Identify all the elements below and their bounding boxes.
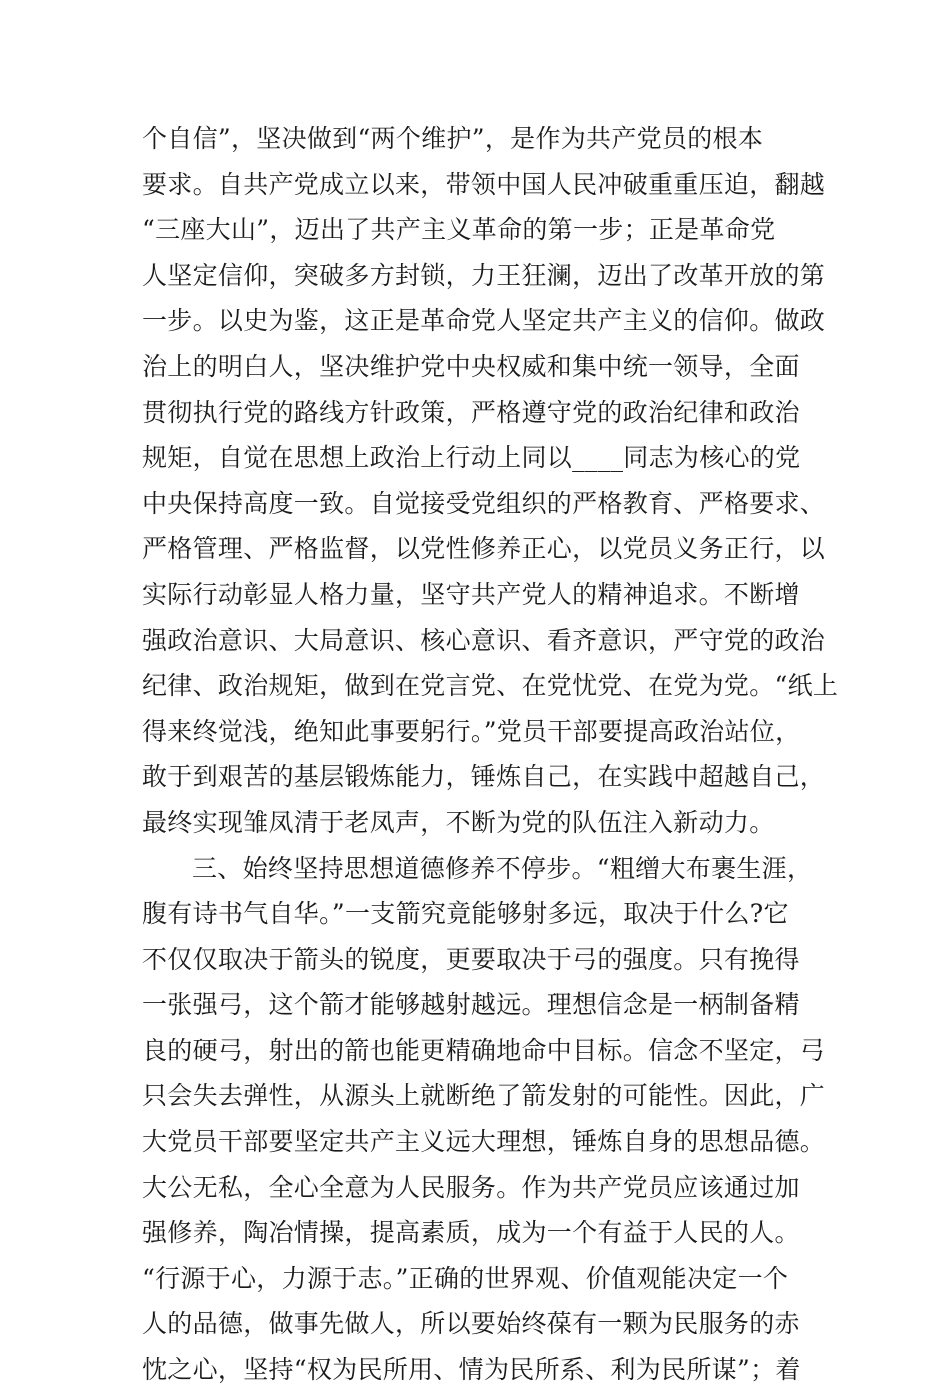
text-line: “三座大山”，迈出了共产主义革命的第一步；正是革命党 (142, 215, 776, 245)
text-line: 要求。自共产党成立以来，带领中国人民冲破重重压迫，翻越 (142, 169, 826, 199)
text-line: 只会失去弹性，从源头上就断绝了箭发射的可能性。因此，广 (142, 1081, 826, 1111)
text-line: 不仅仅取决于箭头的锐度，更要取决于弓的强度。只有挽得 (142, 944, 800, 974)
text-line: 敢于到艰苦的基层锻炼能力，锤炼自己，在实践中超越自己， (142, 762, 826, 792)
text-line: 规矩，自觉在思想上政治上行动上同以____同志为核心的党 (142, 443, 801, 473)
text-line: 实际行动彰显人格力量，坚守共产党人的精神追求。不断增 (142, 579, 800, 609)
text-line: 大党员干部要坚定共产主义远大理想，锤炼自身的思想品德。 (142, 1127, 826, 1157)
text-line: 人坚定信仰，突破多方封锁，力王狂澜，迈出了改革开放的第 (142, 260, 826, 290)
text-line: “行源于心，力源于志。”正确的世界观、价值观能决定一个 (142, 1263, 789, 1293)
text-line: 大公无私，全心全意为人民服务。作为共产党员应该通过加 (142, 1172, 800, 1202)
text-line: 忱之心，坚持“权为民所用、情为民所系、利为民所谋”；着 (142, 1355, 801, 1385)
text-line: 一步。以史为鉴，这正是革命党人坚定共产主义的信仰。做政 (142, 306, 826, 336)
text-line: 最终实现雏凤清于老凤声，不断为党的队伍注入新动力。 (142, 807, 775, 837)
text-line: 强修养，陶冶情操，提高素质，成为一个有益于人民的人。 (142, 1218, 800, 1248)
text-line: 中央保持高度一致。自觉接受党组织的严格教育、严格要求、 (142, 488, 826, 518)
text-line: 腹有诗书气自华。”一支箭究竟能够射多远，取决于什么?它 (142, 899, 789, 929)
text-line: 严格管理、严格监督，以党性修养正心，以党员义务正行，以 (142, 534, 826, 564)
text-line: 纪律、政治规矩，做到在党言党、在党忧党、在党为党。“纸上 (142, 671, 839, 701)
text-line: 一张强弓，这个箭才能够越射越远。理想信念是一柄制备精 (142, 990, 800, 1020)
text-line: 强政治意识、大局意识、核心意识、看齐意识，严守党的政治 (142, 625, 826, 655)
document-body (142, 116, 839, 1393)
text-line: 良的硬弓，射出的箭也能更精确地命中目标。信念不坚定，弓 (142, 1035, 826, 1065)
text-line: 人的品德，做事先做人，所以要始终葆有一颗为民服务的赤 (142, 1309, 800, 1339)
text-line: 个自信”，坚决做到“两个维护”，是作为共产党员的根本 (142, 124, 764, 153)
section-heading-line: 三、始终坚持思想道德修养不停步。“粗缯大布裹生涯， (192, 853, 813, 883)
text-line: 治上的明白人，坚决维护党中央权威和集中统一领导，全面 (142, 351, 800, 381)
text-line: 得来终觉浅，绝知此事要躬行。”党员干部要提高政治站位， (142, 716, 801, 746)
text-line: 贯彻执行党的路线方针政策，严格遵守党的政治纪律和政治 (142, 397, 800, 427)
